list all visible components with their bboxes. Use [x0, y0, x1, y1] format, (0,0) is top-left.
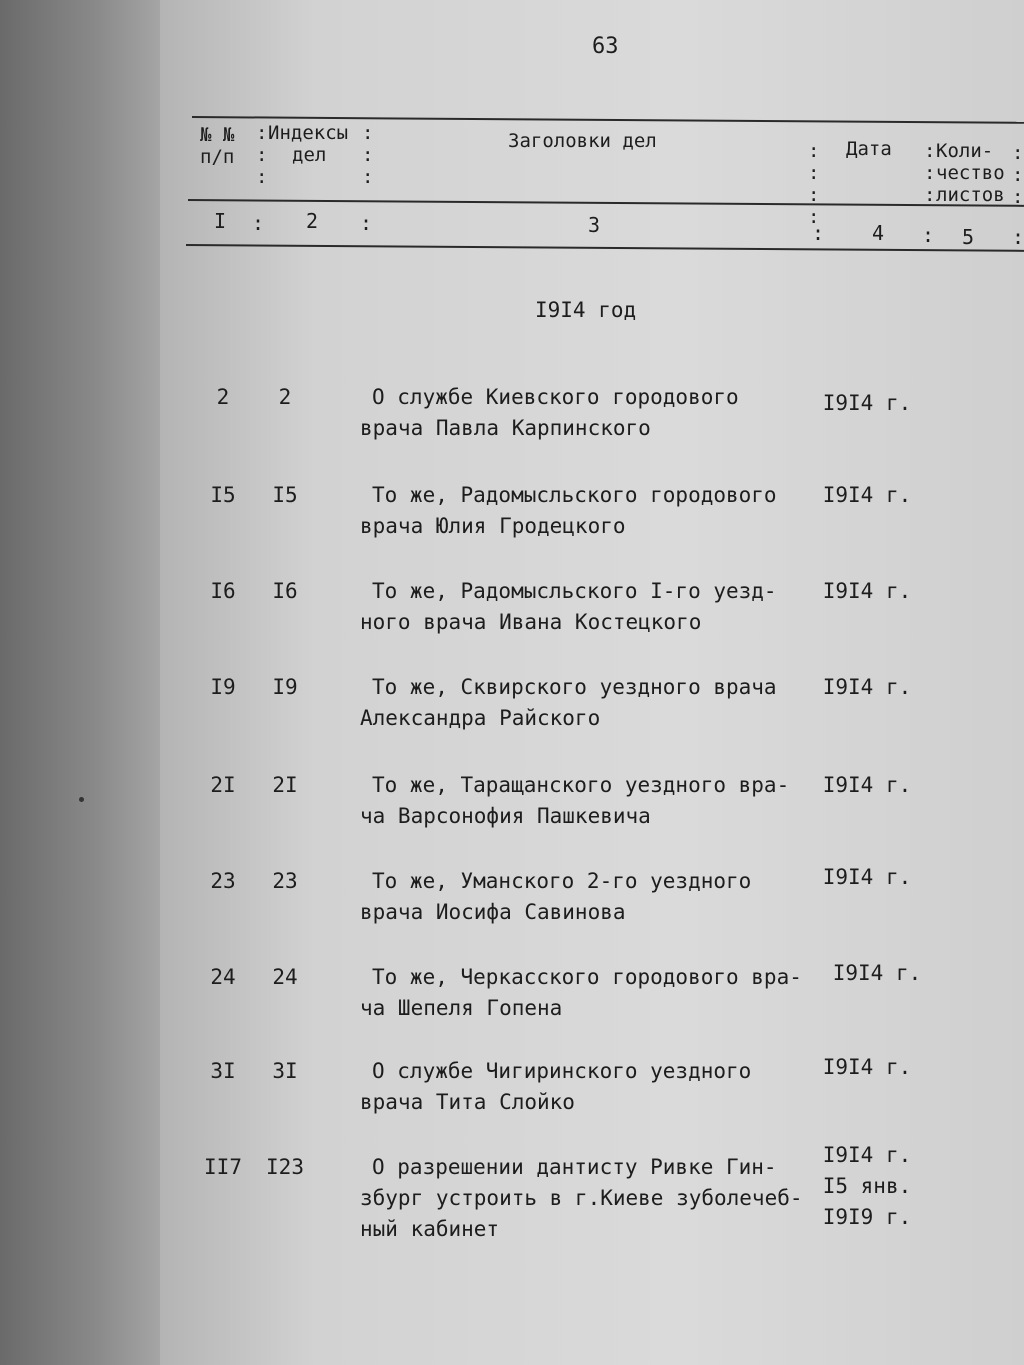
row-title [360, 1152, 810, 1245]
row-index: 2 [278, 385, 292, 409]
year-heading: I9I4 год [535, 298, 637, 322]
row-title-line: То же, Радомысльского городового [372, 483, 777, 507]
header-divider: : [812, 221, 825, 245]
row-title [360, 1056, 810, 1118]
row-title [360, 480, 810, 542]
row-title-line: врача Павла Карпинского [360, 416, 651, 440]
row-title-line: То же, Черкасского городового вра- [372, 965, 802, 989]
paper-speck [79, 797, 84, 802]
row-number: 23 [210, 869, 236, 893]
header-col3: Заголовки дел [508, 130, 657, 152]
row-index: 23 [272, 869, 298, 893]
header-divider: : [252, 211, 265, 235]
header-divider: : [922, 223, 935, 247]
row-date [812, 1140, 922, 1233]
row-date-line: I5 янв. [822, 1174, 912, 1198]
row-date-line: I9I4 г. [822, 1143, 912, 1167]
row-title-line: ного врача Ивана Костецкого [360, 610, 702, 634]
row-number: 3I [210, 1059, 236, 1083]
row-date: I9I4 г. [822, 579, 912, 603]
header-col2-line2: дел [292, 144, 327, 166]
header-divider: : : : [924, 140, 936, 206]
row-index: I23 [266, 1155, 304, 1179]
row-date: I9I4 г. [822, 1055, 912, 1079]
row-title-line: То же, Таращанского уездного вра- [372, 773, 790, 797]
row-date: I9I4 г. [822, 773, 912, 797]
header-divider: : : : [362, 122, 374, 188]
row-title-line: збург устроить в г.Киеве зуболечеб- [360, 1186, 803, 1210]
row-number: 24 [210, 965, 236, 989]
row-title [360, 866, 810, 928]
row-title-line: врача Юлия Гродецкого [360, 514, 626, 538]
row-title-line: О разрешении дантисту Ривке Гин- [372, 1155, 777, 1179]
header-divider: : [360, 211, 373, 235]
column-number: 3 [588, 213, 601, 237]
header-divider: : : : [256, 122, 268, 188]
book-spine-shadow [0, 0, 162, 1365]
header-col1-line1: № № [200, 124, 235, 146]
row-number: I6 [210, 579, 236, 603]
row-title [360, 962, 810, 1024]
row-title-line: ча Варсонофия Пашкевича [360, 804, 651, 828]
row-title-line: ный кабинет [360, 1217, 500, 1241]
row-title-line: То же, Радомысльского I-го уезд- [372, 579, 777, 603]
row-date: I9I4 г. [822, 865, 912, 889]
row-title-line: врача Тита Слойко [360, 1090, 575, 1114]
row-title [360, 672, 810, 734]
header-col5-line2: чество [936, 162, 1005, 184]
row-title [360, 382, 810, 444]
row-index: I6 [272, 579, 298, 603]
row-title-line: То же, Уманского 2-го уездного [372, 869, 752, 893]
row-title-line: О службе Киевского городового [372, 385, 739, 409]
row-date: I9I4 г. [822, 675, 912, 699]
row-index: 24 [272, 965, 298, 989]
row-index: 2I [272, 773, 298, 797]
header-col5-line3: листов [936, 184, 1005, 206]
row-title-line: ча Шепеля Гопена [360, 996, 563, 1020]
row-number: 2I [210, 773, 236, 797]
row-date: I9I4 г. [822, 391, 912, 415]
row-title-line: врача Иосифа Савинова [360, 900, 626, 924]
header-col4: Дата [846, 138, 892, 160]
row-title-line: То же, Сквирского уездного врача [372, 675, 777, 699]
row-index: I9 [272, 675, 298, 699]
row-title-line: Александра Райского [360, 706, 601, 730]
row-title [360, 770, 810, 832]
row-number: 2 [216, 385, 230, 409]
header-divider: : : : [1012, 142, 1024, 208]
page-number: 63 [592, 34, 619, 59]
header-divider: : [1012, 225, 1024, 249]
row-index: 3I [272, 1059, 298, 1083]
header-col2-line1: Индексы [268, 122, 349, 144]
row-number: I9 [210, 675, 236, 699]
column-number: 4 [872, 221, 885, 245]
row-number: II7 [204, 1155, 242, 1179]
row-date-line: I9I9 г. [822, 1205, 912, 1229]
header-col5-line1: Коли- [936, 140, 994, 162]
header-col1-line2: п/п [200, 146, 235, 168]
row-date: I9I4 г. [832, 961, 922, 985]
row-date: I9I4 г. [822, 483, 912, 507]
column-number: I [214, 209, 227, 233]
row-title [360, 576, 810, 638]
row-title-line: О службе Чигиринского уездного [372, 1059, 752, 1083]
header-divider: : : : : [808, 140, 820, 228]
column-number: 2 [306, 209, 319, 233]
column-number: 5 [962, 225, 975, 249]
row-index: I5 [272, 483, 298, 507]
row-number: I5 [210, 483, 236, 507]
